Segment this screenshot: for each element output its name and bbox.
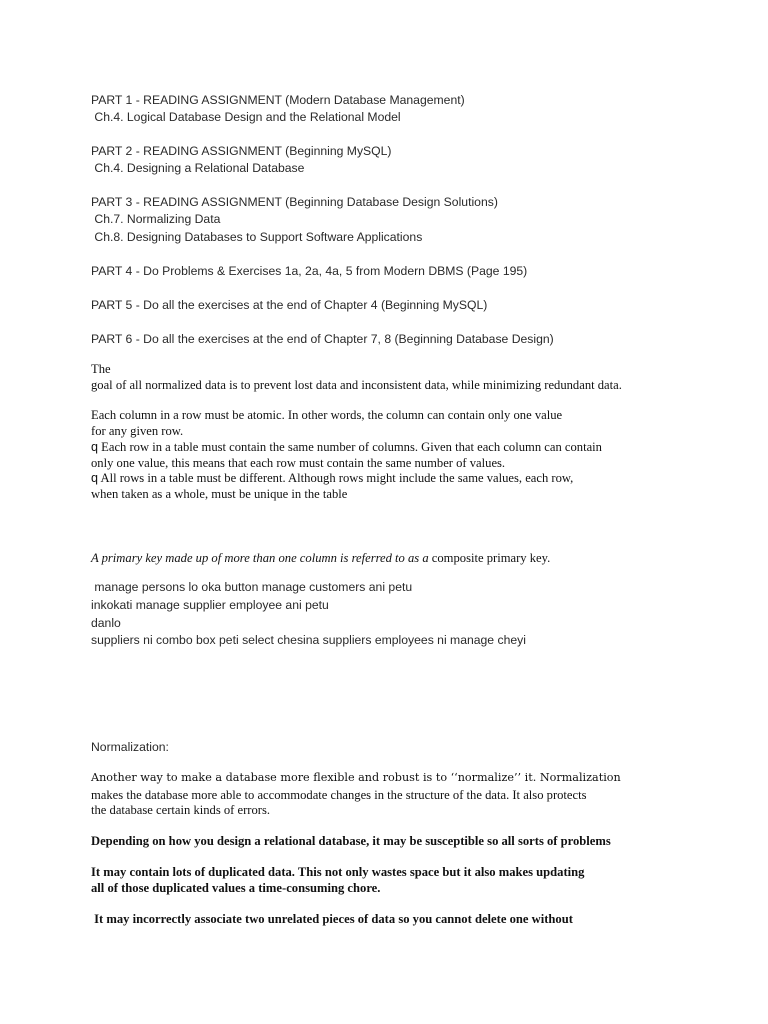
part-5-title: PART 5 - Do all the exercises at the end of Chapter 4 (Beginning MySQL): [91, 298, 488, 312]
bullet-glyph: q: [91, 440, 99, 454]
part-1-item: Ch.4. Logical Database Design and the Relational Model: [91, 110, 401, 124]
composite-key-plain: composite primary key.: [431, 551, 551, 565]
rule-same-columns-text: Each row in a table must contain the same number of columns. Given that each column can contain: [98, 440, 602, 454]
note-line-3: danlo: [91, 616, 121, 630]
bullet-glyph: q: [91, 471, 99, 485]
normalization-heading: Normalization:: [91, 740, 169, 754]
part-4-title: PART 4 - Do Problems & Exercises 1a, 2a, 4a, 5 from Modern DBMS (Page 195): [91, 264, 528, 278]
part-3-title: PART 3 - READING ASSIGNMENT (Beginning Database Design Solutions): [91, 195, 498, 209]
rule-same-columns: [91, 441, 602, 454]
problem-duplicated-1: It may contain lots of duplicated data. This not only wastes space but it also makes updating: [91, 865, 585, 879]
part-2-item: Ch.4. Designing a Relational Database: [91, 161, 305, 175]
part-3-item-2: Ch.8. Designing Databases to Support Software Applications: [91, 230, 423, 244]
composite-key-italic: A primary key made up of more than one column is referred to as a: [91, 551, 432, 565]
normalization-line-1: Another way to make a database more flexible and robust is to ‘‘normalize’’ it. Normalization: [91, 771, 621, 784]
part-2-title: PART 2 - READING ASSIGNMENT (Beginning MySQL): [91, 144, 392, 158]
note-line-2: inkokati manage supplier employee ani petu: [91, 598, 329, 612]
rule-atomic-2: for any given row.: [91, 424, 184, 438]
goal-line-1: The: [91, 362, 111, 376]
note-line-1: manage persons lo oka button manage customers ani petu: [91, 580, 413, 594]
part-3-item-1: Ch.7. Normalizing Data: [91, 212, 221, 226]
rule-unique-2: when taken as a whole, must be unique in the table: [91, 487, 348, 501]
rule-unique: [91, 472, 573, 485]
normalization-line-2: makes the database more able to accommodate changes in the structure of the data. It also protects: [91, 788, 587, 802]
problems-intro: Depending on how you design a relational database, it may be susceptible so all sorts of problems: [91, 834, 611, 848]
rule-atomic-1: Each column in a row must be atomic. In other words, the column can contain only one value: [91, 408, 563, 422]
normalization-line-3: the database certain kinds of errors.: [91, 803, 271, 817]
rule-unique-text: All rows in a table must be different. Although rows might include the same values, each row,: [98, 471, 574, 485]
problem-duplicated-2: all of those duplicated values a time-consuming chore.: [91, 881, 381, 895]
note-line-4: suppliers ni combo box peti select chesina suppliers employees ni manage cheyi: [91, 633, 526, 647]
problem-association-1: It may incorrectly associate two unrelated pieces of data so you cannot delete one without: [91, 912, 573, 926]
goal-line-2: goal of all normalized data is to prevent lost data and inconsistent data, while minimizing redundant data.: [91, 378, 622, 392]
part-6-title: PART 6 - Do all the exercises at the end of Chapter 7, 8 (Beginning Database Design): [91, 332, 554, 346]
part-1-title: PART 1 - READING ASSIGNMENT (Modern Database Management): [91, 93, 465, 107]
rule-same-columns-2: only one value, this means that each row must contain the same number of values.: [91, 456, 506, 470]
composite-key-line: [91, 550, 550, 566]
